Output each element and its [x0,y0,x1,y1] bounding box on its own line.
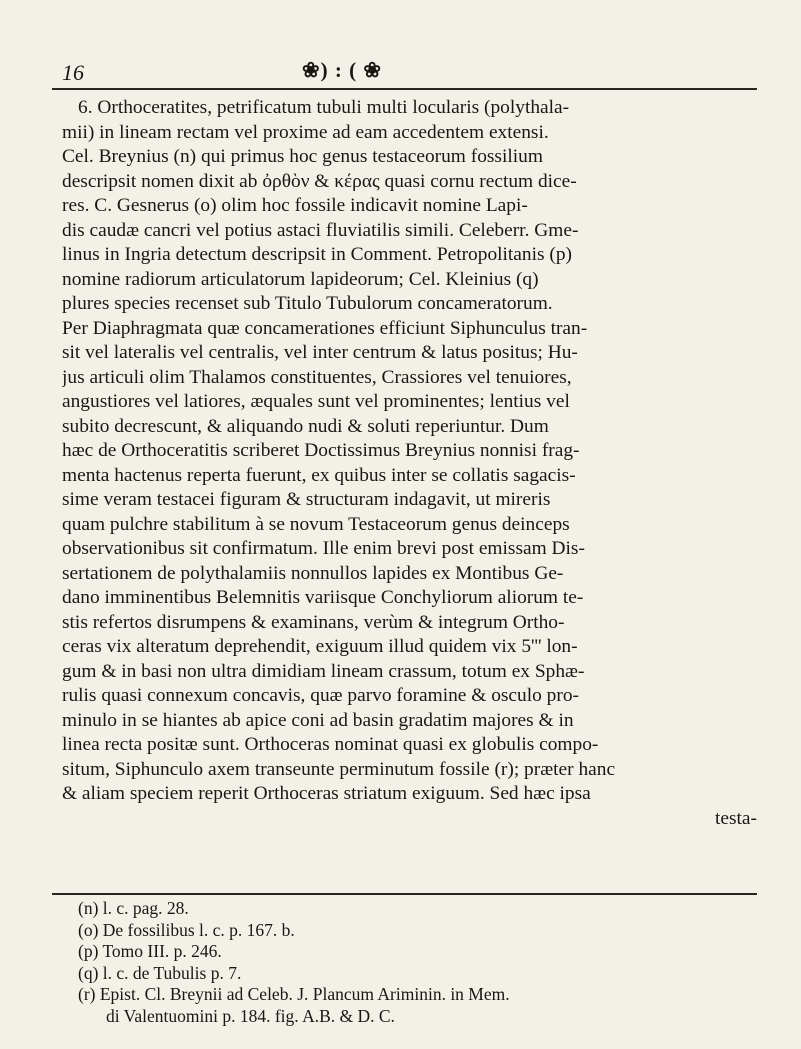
text-line: jus articuli olim Thalamos constituentes, Crassiores vel tenuiores, [62,366,572,388]
text-line: Cel. Breynius (n) qui primus hoc genus testaceorum fossilium [62,146,543,167]
header-rule [52,88,757,90]
text-line: plures species recenset sub Titulo Tubulorum concameratorum. [62,293,553,314]
text-line: rulis quasi connexum concavis, quæ parvo foramine & osculo pro- [62,685,579,706]
text-line: sertationem de polythalamiis nonnullos lapides ex Montibus Ge- [62,562,564,584]
page-header [52,58,752,88]
text-line: sime veram testacei figuram & structuram indagavit, ut mireris [62,489,551,510]
text-line: sit vel lateralis vel centralis, vel inter centrum & latus positus; Hu- [62,342,578,363]
footnote: (r) Epist. Cl. Breynii ad Celeb. J. Plancum Ariminin. in Mem. [78,984,510,1004]
text-line: Per Diaphragmata quæ concamerationes efficiunt Siphunculus tran- [62,317,588,339]
text-line: 6. Orthoceratites, petrificatum tubuli multi locularis (polythala- [78,97,570,118]
text-line: linus in Ingria detectum descripsit in Comment. Petropolitanis (p) [62,244,572,265]
page-number: 16 [62,60,84,85]
text-line: angustiores vel latiores, æquales sunt vel prominentes; lentius vel [62,391,570,412]
footnotes-block [78,898,758,1027]
text-line: gum & in basi non ultra dimidiam lineam crassum, totum ex Sphæ- [62,660,585,682]
text-line: mii) in lineam rectam vel proxime ad eam accedentem extensi. [62,121,549,143]
text-line: minulo in se hiantes ab apice coni ad basin gradatim majores & in [62,709,574,731]
text-line: linea recta positæ sunt. Orthoceras nominat quasi ex globulis compo- [62,734,599,755]
footnote: (p) Tomo III. p. 246. [78,941,222,961]
footnote: (o) De fossilibus l. c. p. 167. b. [78,919,295,940]
text-line: menta hactenus reperta fuerunt, ex quibus inter se collatis sagacis- [62,464,576,486]
text-line: quam pulchre stabilitum à se novum Testaceorum genus deinceps [62,513,570,535]
footnote: (n) l. c. pag. 28. [78,898,189,918]
text-line: nomine radiorum articulatorum lapideorum; Cel. Kleinius (q) [62,268,539,290]
text-line: dano imminentibus Belemnitis variisque Conchyliorum aliorum te- [62,587,584,608]
text-line: ceras vix alteratum deprehendit, exiguum illud quidem vix 5''' lon- [62,636,578,657]
text-line: res. C. Gesnerus (o) olim hoc fossile indicavit nomine Lapi- [62,195,528,216]
text-line: hæc de Orthoceratitis scriberet Doctissimus Breynius nonnisi frag- [62,440,580,461]
text-line: situm, Siphunculo axem transeunte perminutum fossile (r); præter hanc [62,758,616,780]
text-line: dis caudæ cancri vel potius astaci fluviatilis simili. Celeberr. Gme- [62,219,579,241]
footnote: (q) l. c. de Tubulis p. 7. [78,962,242,983]
text-line: stis refertos disrumpens & examinans, verùm & integrum Ortho- [62,611,565,633]
footnote-rule [52,893,757,895]
running-head-ornament: ❀) : ( ❀ [302,58,382,82]
main-text-block [62,96,757,831]
footnote-continuation: di Valentuomini p. 184. fig. A.B. & D. C. [106,1005,395,1026]
text-line: observationibus sit confirmatum. Ille enim brevi post emissam Dis- [62,538,585,559]
text-line: subito decrescunt, & aliquando nudi & soluti reperiuntur. Dum [62,415,549,437]
text-line: & aliam speciem reperit Orthoceras striatum exiguum. Sed hæc ipsa [62,783,591,804]
text-line: descripsit nomen dixit ab ὀρθὸν & κέρας quasi cornu rectum dice- [62,170,577,192]
catchword: testa- [715,807,757,829]
